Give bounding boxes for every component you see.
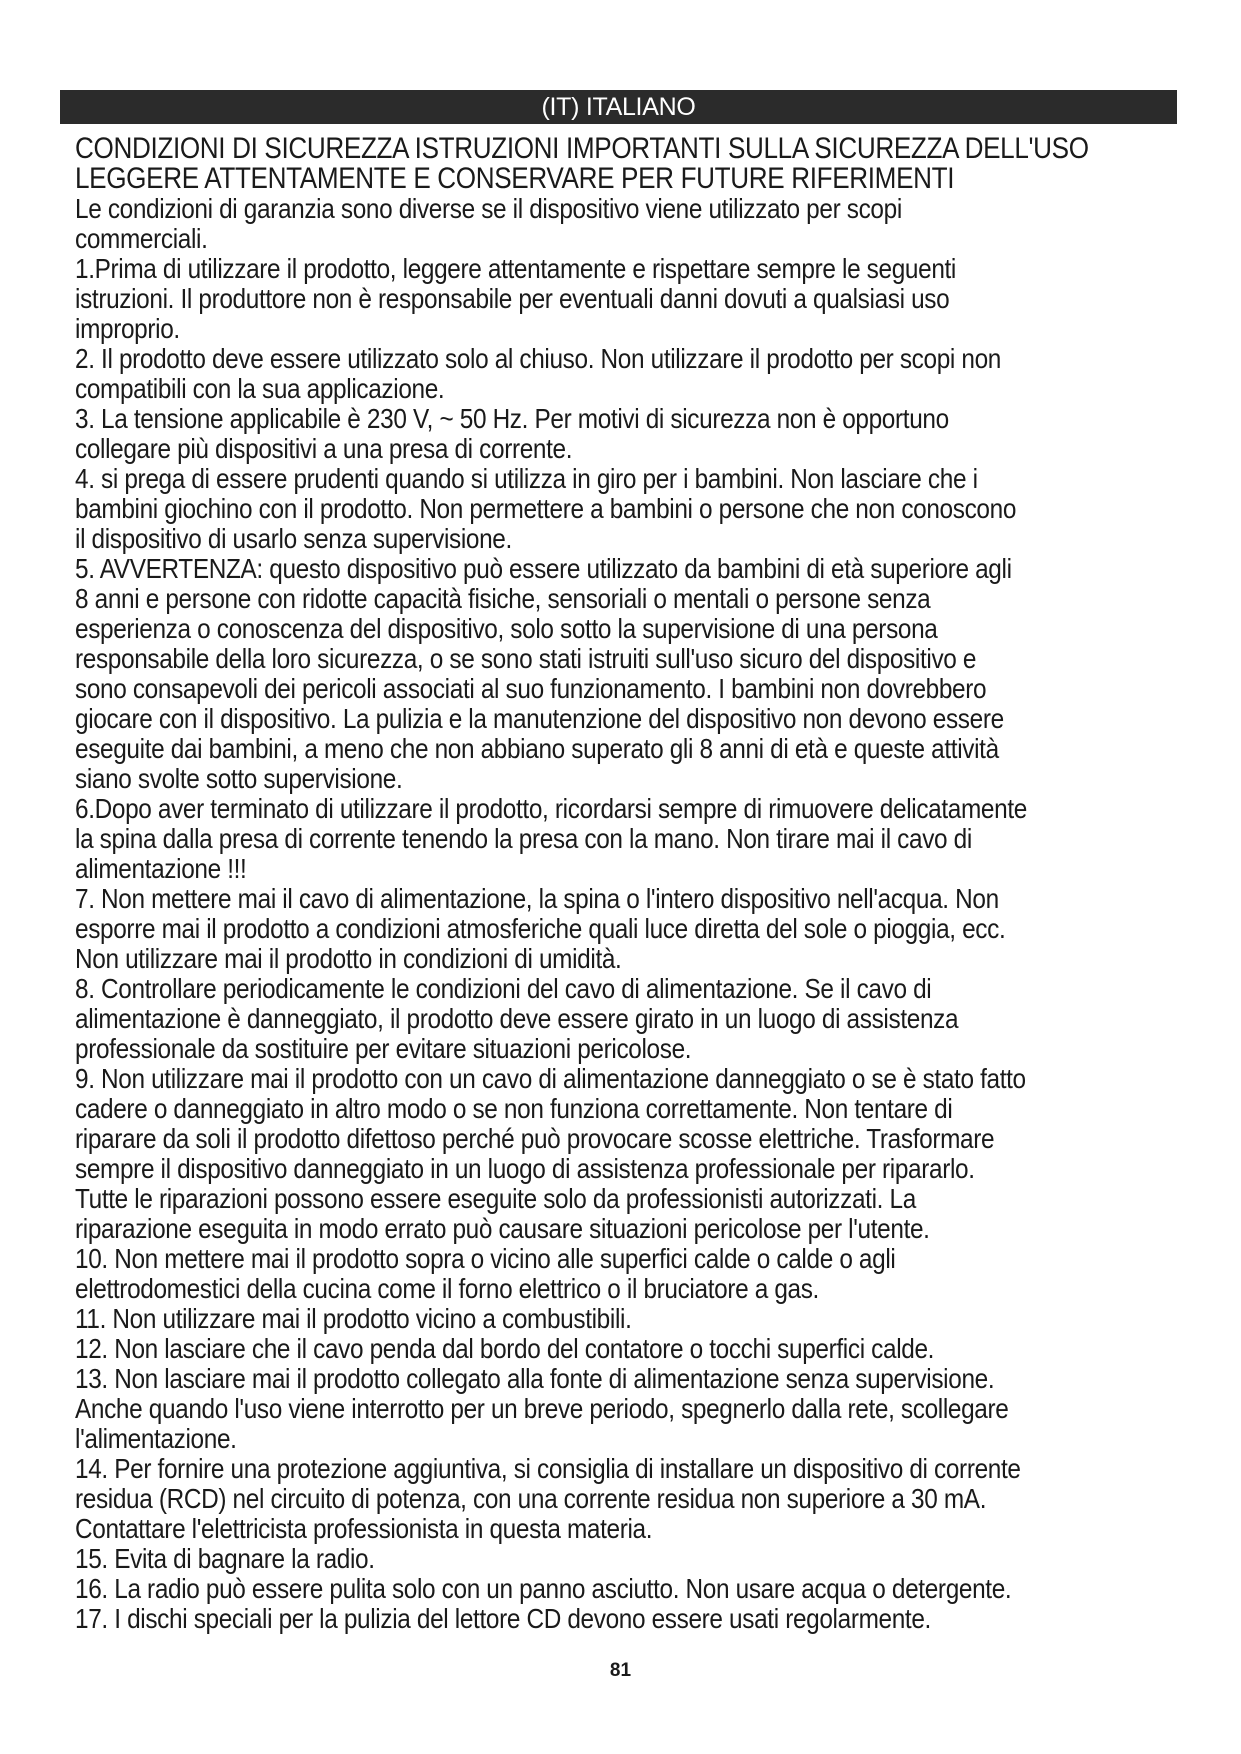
body-line: 6.Dopo aver terminato di utilizzare il prodotto, ricordarsi sempre di rimuovere delicatamente (75, 793, 1027, 824)
body-line: istruzioni. Il produttore non è responsabile per eventuali danni dovuti a qualsiasi uso (75, 283, 950, 314)
body-line: il dispositivo di usarlo senza supervisione. (75, 523, 512, 554)
body-line: Contattare l'elettricista professionista in questa materia. (75, 1513, 653, 1544)
body-line: sono consapevoli dei pericoli associati al suo funzionamento. I bambini non dovrebbero (75, 673, 987, 704)
body-line: esperienza o conoscenza del dispositivo, solo sotto la supervisione di una persona (75, 613, 938, 644)
body-line: 1.Prima di utilizzare il prodotto, leggere attentamente e rispettare sempre le seguenti (75, 253, 957, 284)
title-line: LEGGERE ATTENTAMENTE E CONSERVARE PER FUTURE RIFERIMENTI (75, 162, 955, 195)
body-line: commerciali. (75, 223, 208, 254)
body-line: Anche quando l'uso viene interrotto per un breve periodo, spegnerlo dalla rete, scollegare (75, 1393, 1009, 1424)
body-line: cadere o danneggiato in altro modo o se non funziona correttamente. Non tentare di (75, 1093, 953, 1124)
body-line: 11. Non utilizzare mai il prodotto vicino a combustibili. (75, 1303, 632, 1334)
safety-instructions-text (75, 134, 1185, 1634)
body-line: collegare più dispositivi a una presa di corrente. (75, 433, 573, 464)
body-line: Tutte le riparazioni possono essere eseguite solo da professionisti autorizzati. La (75, 1183, 916, 1214)
body-line: 15. Evita di bagnare la radio. (75, 1543, 375, 1574)
body-line: 2. Il prodotto deve essere utilizzato solo al chiuso. Non utilizzare il prodotto per scopi non (75, 343, 1001, 374)
body-line: eseguite dai bambini, a meno che non abbiano superato gli 8 anni di età e queste attività (75, 733, 999, 764)
body-line: sempre il dispositivo danneggiato in un luogo di assistenza professionale per ripararlo. (75, 1153, 975, 1184)
body-line: 3. La tensione applicabile è 230 V, ~ 50 Hz. Per motivi di sicurezza non è opportuno (75, 403, 949, 434)
body-line: 12. Non lasciare che il cavo penda dal bordo del contatore o tocchi superfici calde. (75, 1333, 935, 1364)
body-line: riparare da soli il prodotto difettoso perché può provocare scosse elettriche. Trasformare (75, 1123, 995, 1154)
body-line: improprio. (75, 313, 180, 344)
body-line: elettrodomestici della cucina come il forno elettrico o il bruciatore a gas. (75, 1273, 819, 1304)
body-line: professionale da sostituire per evitare situazioni pericolose. (75, 1033, 692, 1064)
body-line: 4. si prega di essere prudenti quando si utilizza in giro per i bambini. Non lasciare che i (75, 463, 978, 494)
body-line: 5. AVVERTENZA: questo dispositivo può essere utilizzato da bambini di età superiore agli (75, 553, 1012, 584)
body-line: compatibili con la sua applicazione. (75, 373, 445, 404)
title-line: CONDIZIONI DI SICUREZZA ISTRUZIONI IMPORTANTI SULLA SICUREZZA DELL'USO (75, 132, 1089, 165)
body-line: 17. I dischi speciali per la pulizia del lettore CD devono essere usati regolarmente. (75, 1603, 931, 1634)
body-line: esporre mai il prodotto a condizioni atmosferiche quali luce diretta del sole o pioggia, ecc. (75, 913, 1006, 944)
body-line: residua (RCD) nel circuito di potenza, con una corrente residua non superiore a 30 mA. (75, 1483, 987, 1514)
language-header-label: (IT) ITALIANO (541, 92, 696, 121)
body-line: 7. Non mettere mai il cavo di alimentazione, la spina o l'intero dispositivo nell'acqua. Non (75, 883, 999, 914)
body-line: 9. Non utilizzare mai il prodotto con un cavo di alimentazione danneggiato o se è stato fatto (75, 1063, 1026, 1094)
body-line: Non utilizzare mai il prodotto in condizioni di umidità. (75, 943, 622, 974)
body-line: 8. Controllare periodicamente le condizioni del cavo di alimentazione. Se il cavo di (75, 973, 932, 1004)
body-line: giocare con il dispositivo. La pulizia e la manutenzione del dispositivo non devono essere (75, 703, 1004, 734)
body-line: 14. Per fornire una protezione aggiuntiva, si consiglia di installare un dispositivo di corrente (75, 1453, 1021, 1484)
page-number: 81 (609, 1660, 632, 1681)
body-line: 10. Non mettere mai il prodotto sopra o vicino alle superfici calde o calde o agli (75, 1243, 896, 1274)
body-line: bambini giochino con il prodotto. Non permettere a bambini o persone che non conoscono (75, 493, 1017, 524)
body-line: alimentazione è danneggiato, il prodotto deve essere girato in un luogo di assistenza (75, 1003, 959, 1034)
language-header-bar (60, 90, 1177, 124)
body-line: 16. La radio può essere pulita solo con un panno asciutto. Non usare acqua o detergente. (75, 1573, 1012, 1604)
body-line: riparazione eseguita in modo errato può causare situazioni pericolose per l'utente. (75, 1213, 930, 1244)
body-line: 8 anni e persone con ridotte capacità fisiche, sensoriali o mentali o persone senza (75, 583, 931, 614)
body-line: l'alimentazione. (75, 1423, 237, 1454)
body-line: 13. Non lasciare mai il prodotto collegato alla fonte di alimentazione senza supervisione. (75, 1363, 995, 1394)
body-line: alimentazione !!! (75, 853, 247, 884)
body-line: siano svolte sotto supervisione. (75, 763, 403, 794)
body-line: la spina dalla presa di corrente tenendo la presa con la mano. Non tirare mai il cavo di (75, 823, 972, 854)
body-line: responsabile della loro sicurezza, o se sono stati istruiti sull'uso sicuro del dispositivo e (75, 643, 977, 674)
body-line: Le condizioni di garanzia sono diverse se il dispositivo viene utilizzato per scopi (75, 193, 902, 224)
